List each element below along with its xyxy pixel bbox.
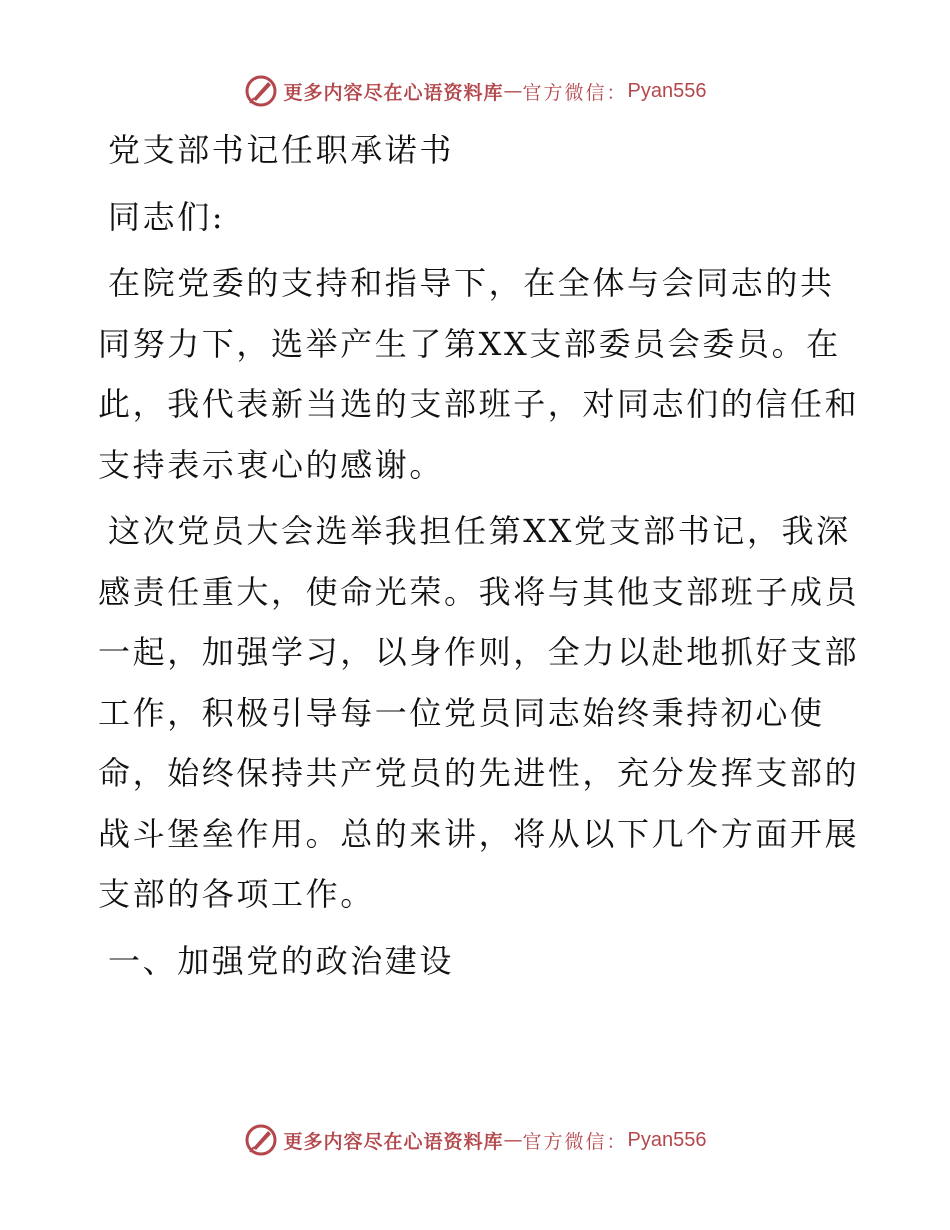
paragraph-line: 感责任重大，使命光荣。我将与其他支部班子成员 (98, 572, 860, 611)
watermark-banner-bottom (0, 1120, 950, 1160)
watermark-banner-top (0, 71, 950, 111)
paragraph-line: 命，始终保持共产党员的先进性，充分发挥支部的 (98, 754, 860, 792)
watermark-wechat-id: Pyan556 (627, 79, 707, 102)
section-heading-1: 一、加强党的政治建设 (108, 941, 455, 980)
paragraph-line: 工作，积极引导每一位党员同志始终秉持初心使 (98, 693, 825, 732)
quill-logo-icon (244, 1123, 278, 1157)
paragraph-line: 战斗堡垒作用。总的来讲，将从以下几个方面开展 (98, 814, 860, 853)
watermark-wechat-label: 官方微信： (522, 81, 628, 104)
quill-logo-icon (244, 74, 278, 108)
watermark-wechat-label: 官方微信： (522, 1130, 628, 1153)
document-title: 党支部书记任职承诺书 (108, 131, 455, 169)
watermark-brand: 更多内容尽在心语资料库 (283, 1130, 504, 1153)
watermark-separator: — (503, 1129, 523, 1151)
watermark-separator: — (503, 80, 523, 102)
paragraph-2 (98, 501, 858, 925)
document-body (98, 120, 858, 991)
paragraph-line: 这次党员大会选举我担任第XX党支部书记，我深 (108, 512, 851, 550)
paragraph-line: 同努力下，选举产生了第XX支部委员会委员。在 (98, 324, 841, 363)
paragraph-line: 一起，加强学习，以身作则，全力以赴地抓好支部 (98, 633, 860, 671)
watermark-brand: 更多内容尽在心语资料库 (283, 81, 504, 104)
paragraph-line: 支持表示衷心的感谢。 (98, 445, 445, 484)
paragraph-line: 在院党委的支持和指导下，在全体与会同志的共 (108, 264, 835, 302)
paragraph-line: 此，我代表新当选的支部班子，对同志们的信任和 (98, 385, 860, 423)
paragraph-line: 支部的各项工作。 (98, 875, 375, 913)
watermark-wechat-id: Pyan556 (627, 1128, 707, 1151)
salutation: 同志们: (108, 197, 226, 236)
paragraph-1 (98, 253, 858, 495)
